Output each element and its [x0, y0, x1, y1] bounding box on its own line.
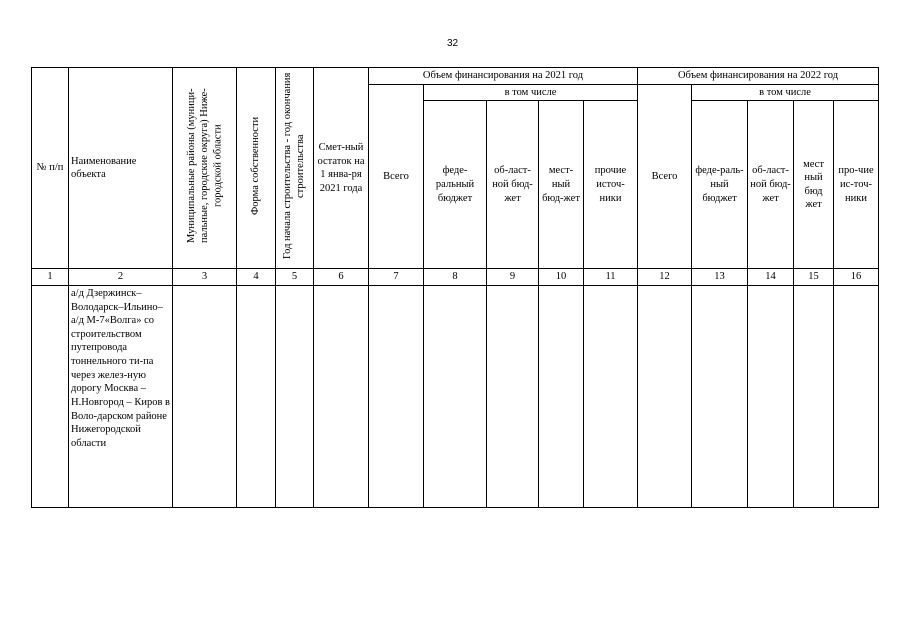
header-total-2022: Всего — [638, 84, 692, 269]
column-number: 5 — [276, 269, 314, 286]
cell-total-2022 — [638, 285, 692, 507]
cell-federal-2021 — [424, 285, 487, 507]
column-number: 11 — [584, 269, 638, 286]
column-number: 3 — [173, 269, 237, 286]
cell-regional-2021 — [487, 285, 539, 507]
header-years — [276, 68, 314, 269]
table-row — [32, 285, 879, 507]
header-years-text: Год начала строительства - год окончания строительства — [282, 72, 307, 260]
column-number: 9 — [487, 269, 539, 286]
column-number: 4 — [237, 269, 276, 286]
column-number: 15 — [794, 269, 834, 286]
header-federal-2022: феде-раль-ный бюджет — [692, 101, 748, 269]
header-row-1 — [32, 68, 879, 85]
column-number: 7 — [369, 269, 424, 286]
cell-years — [276, 285, 314, 507]
header-federal-2021: феде-ральный бюджет — [424, 101, 487, 269]
header-district-text: Муниципальные районы (муници-пальные, городские округа) Ниже-городской области — [185, 88, 224, 244]
header-local-2022: мест ный бюд жет — [794, 101, 834, 269]
header-regional-2021: об-ласт-ной бюд-жет — [487, 101, 539, 269]
header-including-2021: в том числе — [424, 84, 638, 101]
cell-num — [32, 285, 69, 507]
financing-table — [31, 67, 879, 508]
column-number: 6 — [314, 269, 369, 286]
header-total-2021: Всего — [369, 84, 424, 269]
cell-other-2022 — [834, 285, 879, 507]
cell-federal-2022 — [692, 285, 748, 507]
header-local-2021: мест-ный бюд-жет — [539, 101, 584, 269]
column-number-row — [32, 269, 879, 286]
column-number: 10 — [539, 269, 584, 286]
cell-local-2022 — [794, 285, 834, 507]
cell-regional-2022 — [748, 285, 794, 507]
cell-local-2021 — [539, 285, 584, 507]
cell-remainder — [314, 285, 369, 507]
cell-other-2021 — [584, 285, 638, 507]
header-num: № п/п — [32, 68, 69, 269]
cell-ownership — [237, 285, 276, 507]
header-name: Наименование объекта — [69, 68, 173, 269]
page-number: 32 — [446, 38, 459, 49]
cell-object-name: а/д Дзержинск–Володарск–Ильино–а/д М-7«Волга» со строительством путепровода тоннельного ти-па через желез-ную дорогу Москва – Н.Новгород – Киров в Воло-дарском районе Нижегородской области — [69, 285, 173, 507]
header-fin-2021: Объем финансирования на 2021 год — [369, 68, 638, 85]
cell-district — [173, 285, 237, 507]
cell-total-2021 — [369, 285, 424, 507]
header-district — [173, 68, 237, 269]
column-number: 14 — [748, 269, 794, 286]
column-number: 8 — [424, 269, 487, 286]
column-number: 13 — [692, 269, 748, 286]
column-number: 1 — [32, 269, 69, 286]
header-regional-2022: об-ласт-ной бюд-жет — [748, 101, 794, 269]
header-fin-2022: Объем финансирования на 2022 год — [638, 68, 879, 85]
header-ownership-text: Форма собственности — [250, 116, 262, 215]
header-remainder: Смет-ный остаток на 1 янва-ря 2021 года — [314, 68, 369, 269]
header-other-2022: про-чие ис-точ-ники — [834, 101, 879, 269]
column-number: 12 — [638, 269, 692, 286]
column-number: 16 — [834, 269, 879, 286]
header-other-2021: прочие источ-ники — [584, 101, 638, 269]
header-ownership — [237, 68, 276, 269]
column-number: 2 — [69, 269, 173, 286]
header-including-2022: в том числе — [692, 84, 879, 101]
